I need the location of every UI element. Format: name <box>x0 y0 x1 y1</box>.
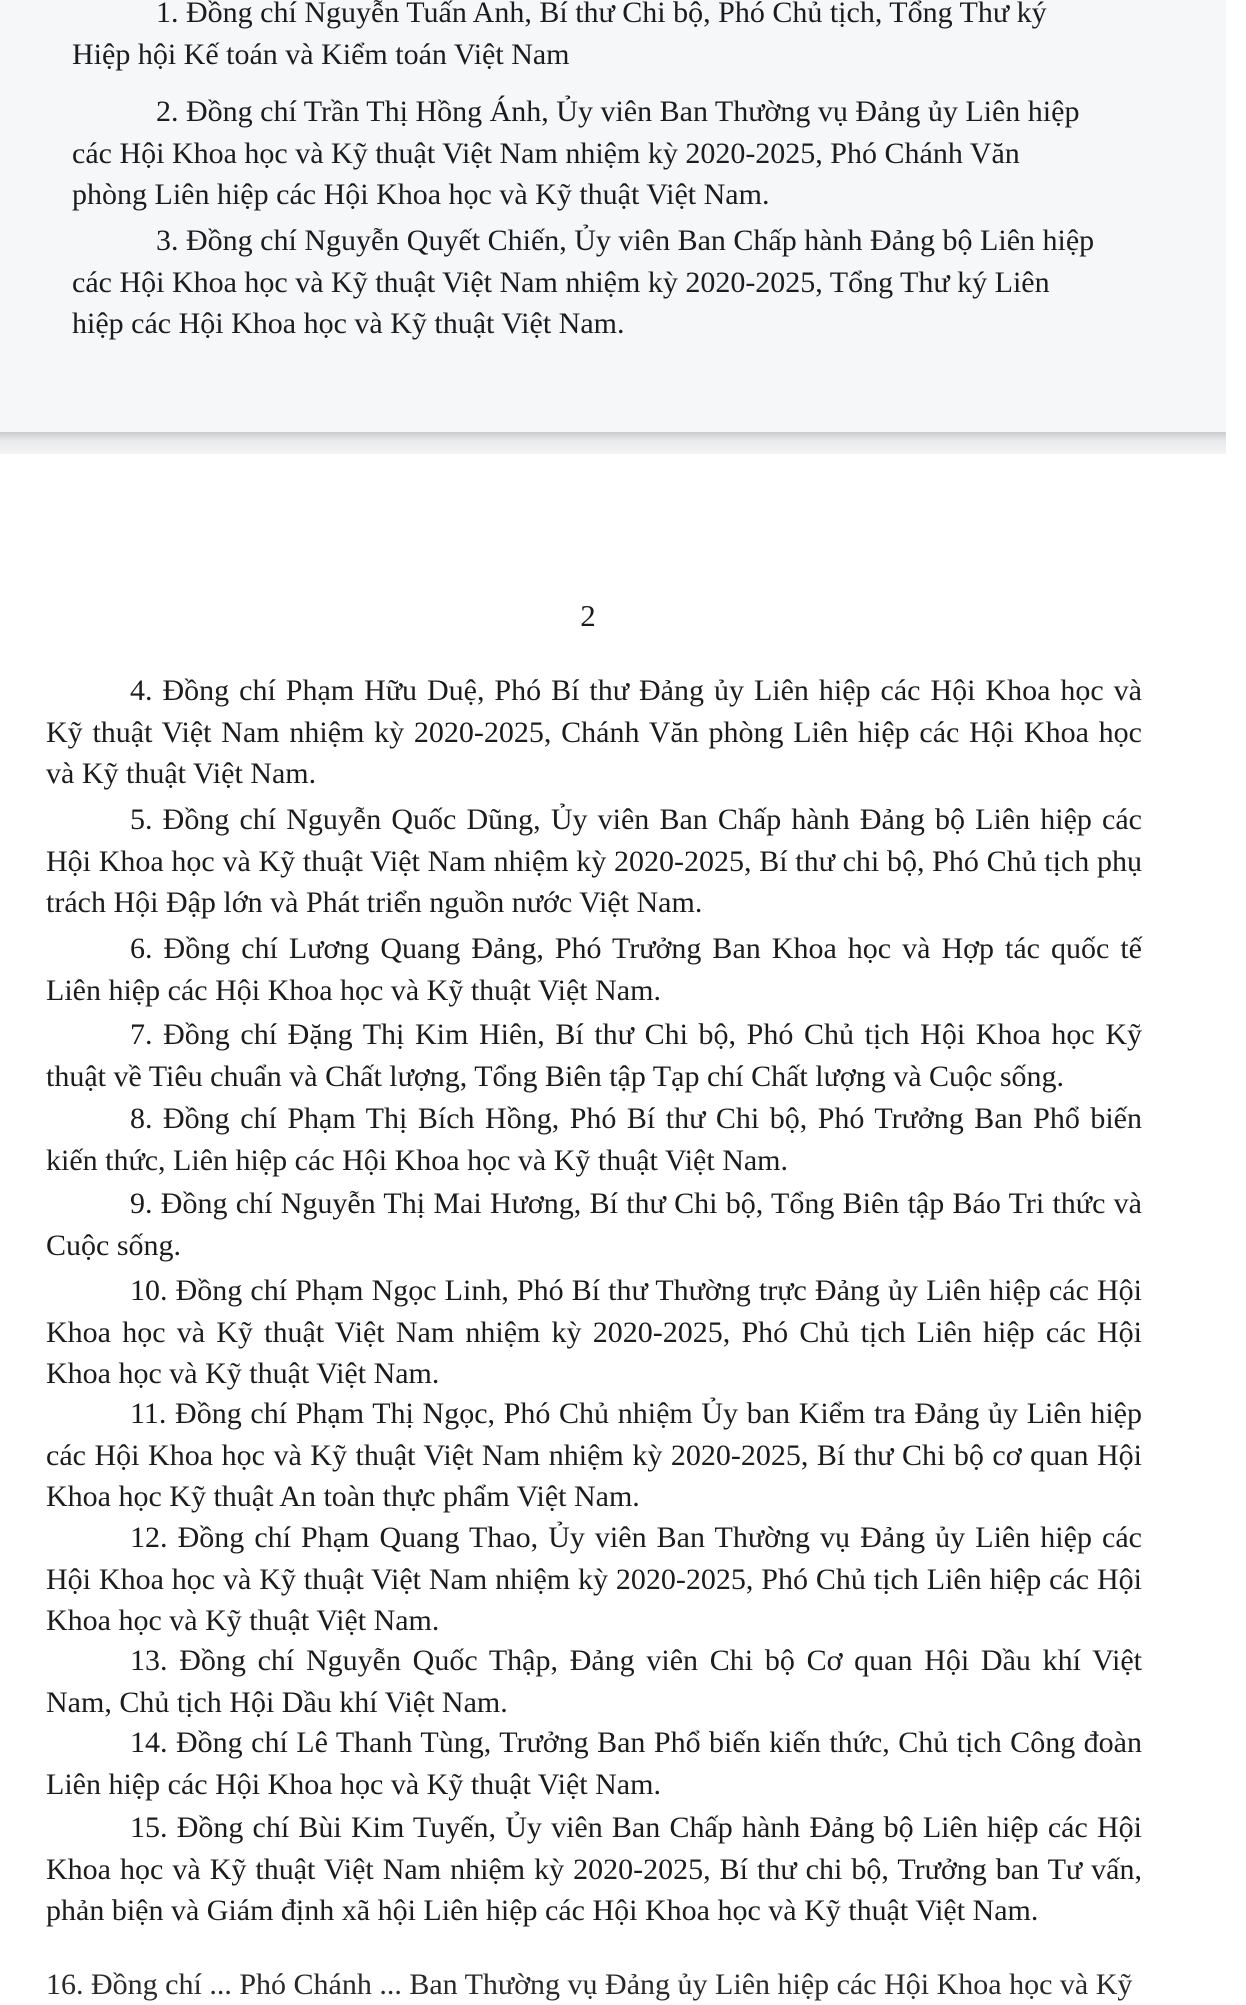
member-item-1-line-1: 1. Đồng chí Nguyễn Tuấn Anh, Bí thư Chi bộ, Phó Chủ tịch, Tổng Thư ký <box>156 0 1047 29</box>
member-item-2-line-3: phòng Liên hiệp các Hội Khoa học và Kỹ thuật Việt Nam. <box>72 178 770 211</box>
member-item-6: 6. Đồng chí Lương Quang Đảng, Phó Trưởng Ban Khoa học và Hợp tác quốc tế Liên hiệp các Hội Khoa học và Kỹ thuật Việt Nam. <box>46 932 1142 1007</box>
member-item-12: 12. Đồng chí Phạm Quang Thao, Ủy viên Ban Thường vụ Đảng ủy Liên hiệp các Hội Khoa học và Kỹ thuật Việt Nam nhiệm kỳ 2020-2025, Phó Chủ tịch Liên hiệp các Hội Khoa học và Kỹ thuật Việt Nam. <box>46 1521 1142 1637</box>
member-item-3-line-3: hiệp các Hội Khoa học và Kỹ thuật Việt Nam. <box>72 307 625 340</box>
member-item-11: 11. Đồng chí Phạm Thị Ngọc, Phó Chủ nhiệm Ủy ban Kiểm tra Đảng ủy Liên hiệp các Hội Khoa học và Kỹ thuật Việt Nam nhiệm kỳ 2020-2025, Bí thư Chi bộ cơ quan Hội Khoa học Kỹ thuật An toàn thực phẩm Việt Nam. <box>46 1397 1142 1513</box>
member-item-3-line-1: 3. Đồng chí Nguyễn Quyết Chiến, Ủy viên Ban Chấp hành Đảng bộ Liên hiệp <box>156 224 1095 257</box>
member-item-5: 5. Đồng chí Nguyễn Quốc Dũng, Ủy viên Ban Chấp hành Đảng bộ Liên hiệp các Hội Khoa học và Kỹ thuật Việt Nam nhiệm kỳ 2020-2025, Bí thư chi bộ, Phó Chủ tịch phụ trách Hội Đập lớn và Phát triển nguồn nước Việt Nam. <box>46 803 1142 919</box>
cut-off-line: 16. Đồng chí ... Phó Chánh ... Ban Thường vụ Đảng ủy Liên hiệp các Hội Khoa học và Kỹ <box>46 1968 1133 2001</box>
member-item-8: 8. Đồng chí Phạm Thị Bích Hồng, Phó Bí thư Chi bộ, Phó Trưởng Ban Phổ biến kiến thức, Liên hiệp các Hội Khoa học và Kỹ thuật Việt Nam. <box>46 1102 1142 1177</box>
member-item-9: 9. Đồng chí Nguyễn Thị Mai Hương, Bí thư Chi bộ, Tổng Biên tập Báo Tri thức và Cuộc sống. <box>46 1187 1142 1262</box>
page-break-divider <box>0 432 1226 454</box>
member-item-14: 14. Đồng chí Lê Thanh Tùng, Trưởng Ban Phổ biến kiến thức, Chủ tịch Công đoàn Liên hiệp các Hội Khoa học và Kỹ thuật Việt Nam. <box>46 1726 1142 1801</box>
member-item-3 <box>0 220 1246 345</box>
member-item-13: 13. Đồng chí Nguyễn Quốc Thập, Đảng viên Chi bộ Cơ quan Hội Dầu khí Việt Nam, Chủ tịch Hội Dầu khí Việt Nam. <box>46 1644 1142 1719</box>
member-item-4: 4. Đồng chí Phạm Hữu Duệ, Phó Bí thư Đảng ủy Liên hiệp các Hội Khoa học và Kỹ thuật Việt Nam nhiệm kỳ 2020-2025, Chánh Văn phòng Liên hiệp các Hội Khoa học và Kỹ thuật Việt Nam. <box>46 674 1142 790</box>
member-item-10: 10. Đồng chí Phạm Ngọc Linh, Phó Bí thư Thường trực Đảng ủy Liên hiệp các Hội Khoa học và Kỹ thuật Việt Nam nhiệm kỳ 2020-2025, Phó Chủ tịch Liên hiệp các Hội Khoa học và Kỹ thuật Việt Nam. <box>46 1274 1142 1390</box>
current-page <box>0 454 1226 2001</box>
member-item-7: 7. Đồng chí Đặng Thị Kim Hiên, Bí thư Chi bộ, Phó Chủ tịch Hội Khoa học Kỹ thuật về Tiêu chuẩn và Chất lượng, Tổng Biên tập Tạp chí Chất lượng và Cuộc sống. <box>46 1018 1142 1093</box>
member-item-3-line-2: các Hội Khoa học và Kỹ thuật Việt Nam nhiệm kỳ 2020-2025, Tổng Thư ký Liên <box>72 265 1050 299</box>
previous-page-fragment <box>0 0 1226 432</box>
page-number: 2 <box>580 598 596 633</box>
member-item-2-line-1: 2. Đồng chí Trần Thị Hồng Ánh, Ủy viên Ban Thường vụ Đảng ủy Liên hiệp <box>156 95 1080 128</box>
member-item-2 <box>0 91 1246 216</box>
member-item-1-line-2: Hiệp hội Kế toán và Kiểm toán Việt Nam <box>72 37 570 71</box>
member-item-15: 15. Đồng chí Bùi Kim Tuyến, Ủy viên Ban Chấp hành Đảng bộ Liên hiệp các Hội Khoa học và Kỹ thuật Việt Nam nhiệm kỳ 2020-2025, Bí thư chi bộ, Trưởng ban Tư vấn, phản biện và Giám định xã hội Liên hiệp các Hội Khoa học và Kỹ thuật Việt Nam. <box>46 1811 1142 1927</box>
member-item-1 <box>0 0 1246 75</box>
member-item-2-line-2: các Hội Khoa học và Kỹ thuật Việt Nam nhiệm kỳ 2020-2025, Phó Chánh Văn <box>72 136 1020 170</box>
